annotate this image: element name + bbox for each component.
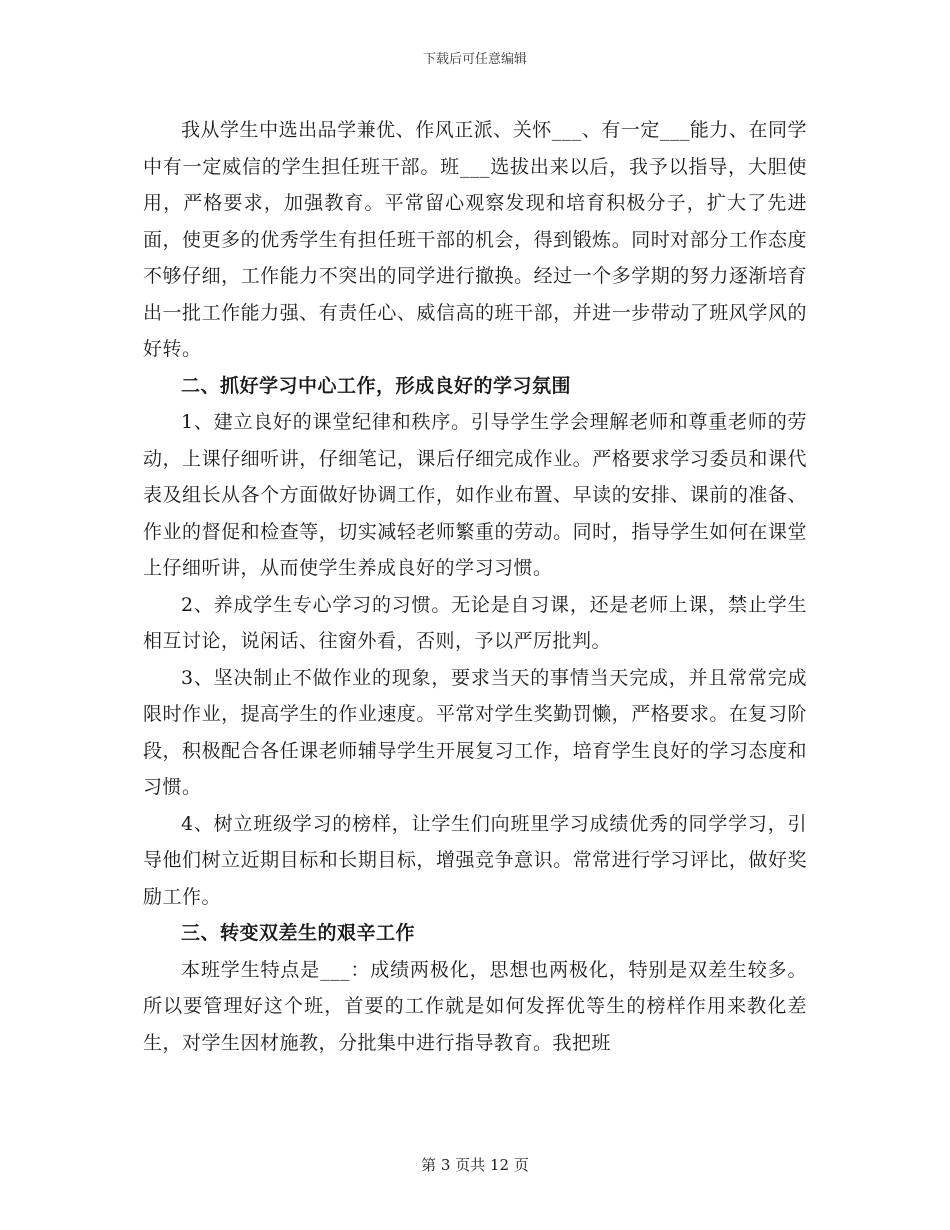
- paragraph-focus-habit: 2、养成学生专心学习的习惯。无论是自习课，还是老师上课，禁止学生相互讨论，说闲话、往窗外看，否则，予以严厉批判。: [143, 593, 807, 652]
- section-heading-study: 二、抓好学习中心工作，形成良好的学习氛围: [181, 374, 572, 397]
- section-heading-struggling-students: 三、转变双差生的艰辛工作: [181, 922, 416, 944]
- paragraph-class-characteristics: 本班学生特点是___：成绩两极化，思想也两极化，特别是双差生较多。所以要管理好这个班，首要的工作就是如何发挥优等生的榜样作用来教化差生，对学生因材施教，分批集中进行指导教育。我把班: [143, 958, 807, 1054]
- page-header: 下载后可任意编辑: [422, 52, 527, 67]
- paragraph-role-model: 4、树立班级学习的榜样，让学生们向班里学习成绩优秀的同学学习，引导他们树立近期目标和长期目标，增强竞争意识。常常进行学习评比，做好奖励工作。: [143, 812, 807, 908]
- page-number: 第 3 页共 12 页: [421, 1156, 529, 1174]
- paragraph-classroom-discipline: 1、建立良好的课堂纪律和秩序。引导学生学会理解老师和尊重老师的劳动，上课仔细听讲，仔细笔记，课后仔细完成作业。严格要求学习委员和课代表及组长从各个方面做好协调工作，如作业布置、早读的安排、课前的准备、作业的督促和检查等，切实减轻老师繁重的劳动。同时，指导学生如何在课堂上仔细听讲，从而使学生养成良好的学习习惯。: [143, 411, 807, 579]
- paragraph-homework: 3、坚决制止不做作业的现象，要求当天的事情当天完成，并且常常完成限时作业，提高学生的作业速度。平常对学生奖勤罚懒，严格要求。在复习阶段，积极配合各任课老师辅导学生开展复习工作，培育学生良好的学习态度和习惯。: [143, 666, 807, 798]
- paragraph-class-cadre: 我从学生中选出品学兼优、作风正派、关怀___、有一定___能力、在同学中有一定威信的学生担任班干部。班___选拔出来以后，我予以指导，大胆使用，严格要求，加强教育。平常留心观察发现和培育积极分子，扩大了先进面，使更多的优秀学生有担任班干部的机会，得到锻炼。同时对部分工作态度不够仔细，工作能力不突出的同学进行撤换。经过一个多学期的努力逐渐培育出一批工作能力强、有责任心、威信高的班干部，并进一步带动了班风学风的好转。: [143, 119, 807, 360]
- document-body: [143, 112, 807, 1061]
